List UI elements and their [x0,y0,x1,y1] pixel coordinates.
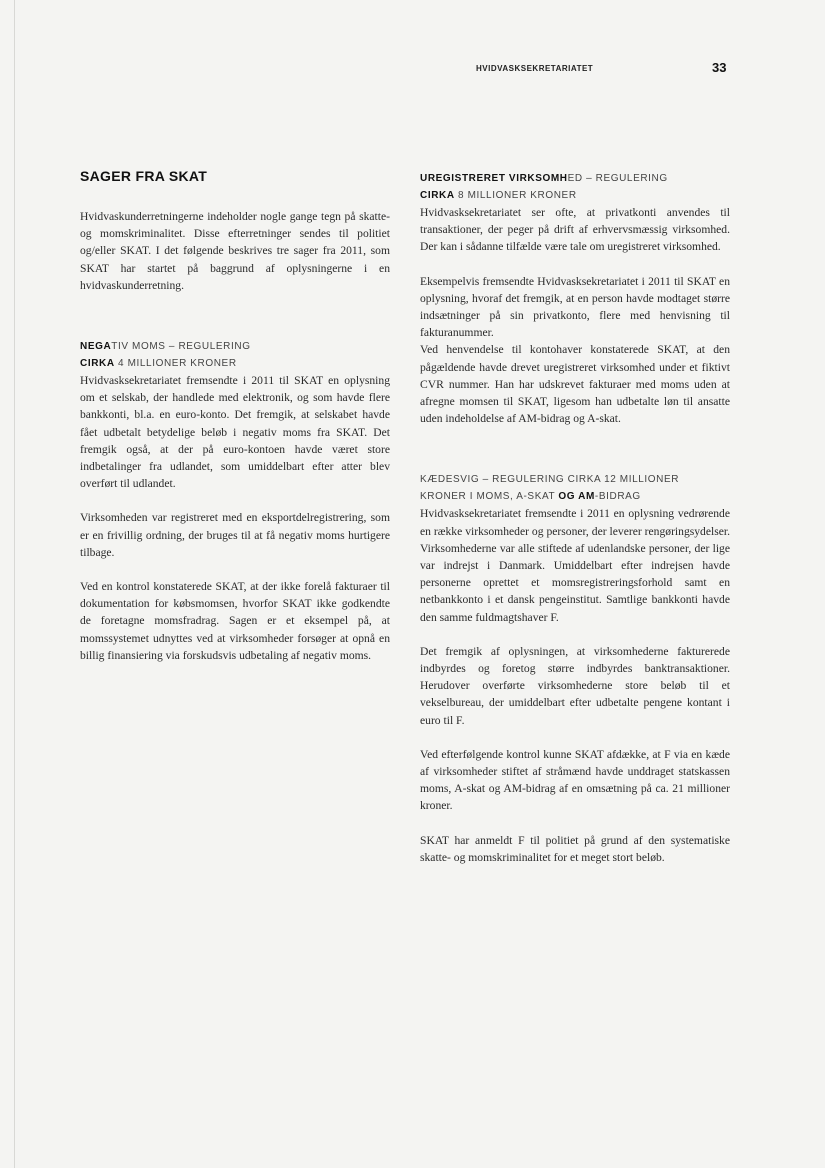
intro-paragraph: Hvidvaskunderretningerne indeholder nogle gange tegn på skatte- og momskriminalitet. Disse efterretninger sendes til politiet og/eller SKAT. I det følgende beskrives tre sager fra 2011, som SKAT har startet på baggrund af oplysningerne i en hvidvaskunderretning. [80,210,390,292]
case-heading-rest: -BIDRAG [594,491,641,503]
case-paragraph: Ved efterfølgende kontrol kunne SKAT afdække, at F via en kæde af virksomheder stiftet af stråmænd havde unddraget statskassen moms, A-skat og AM-bidrag af en omsætning på ca. 21 millioner kroner. [420,747,730,813]
case-heading-rest: TIV MOMS – REGULERING [111,341,251,353]
case-heading-kaedesvig-line2 [420,488,730,505]
case-paragraph: Hvidvasksekretariatet ser ofte, at privatkonti anvendes til transaktioner, der peger på drift af erhvervsmæssig virksomhed. Der kan i sådanne tilfælde være tale om uregistreret virksomhed. [420,206,730,254]
case-subheading-amount [420,187,730,204]
case-paragraph: Ved henvendelse til kontohaver konstaterede SKAT, at den pågældende havde drevet uregistreret virksomhed under et fiktivt CVR nummer. Han har udskrevet fakturaer med moms uden at afregne momsen til SKAT, ligesom han udbetalte løn til ansatte uden indeholdelse af AM-bidrag og A-skat. [420,343,730,426]
right-column [420,170,730,866]
case-heading-kaedesvig: KÆDESVIG – REGULERING CIRKA 12 MILLIONER [420,474,680,486]
case-heading-uregistreret [420,170,730,187]
case-subheading-amount [80,355,390,372]
case-heading-bold: OG AM [558,491,595,503]
case-paragraph: Eksempelvis fremsendte Hvidvasksekretariatet i 2011 til SKAT en oplysning, hvoraf det fremgik, at en person havde modtaget større indsætninger på sin privatkonto, flere med henvisning til fakturanummer. [420,274,730,340]
left-column [80,168,390,664]
case-heading-bold: UREGISTRERET VIRKSOMH [420,173,568,184]
case-subheading-bold: CIRKA [420,190,455,201]
page-number: 33 [712,60,727,75]
case-paragraph: Det fremgik af oplysningen, at virksomhederne fakturerede indbyrdes og foretog større indbyrdes banktransaktioner. Herudover overførte virksomhederne store beløb til et vekselbureau, der umiddelbart efter udbetalte pengene kontant i euro til F. [420,644,730,727]
case-paragraph: SKAT har anmeldt F til politiet på grund af den systematiske skatte- og momskriminalitet for et meget stort beløb. [420,833,730,864]
case-paragraph: Hvidvasksekretariatet fremsendte i 2011 til SKAT en oplysning om et selskab, der handlede med elektronik, og som havde flere bankkonti, bl.a. en euro-konto. Det fremgik, at selskabet havde fået udbetalt betydelige beløb i negativ moms fra SKAT. Det fremgik også, at der på euro-kontoen havde været store indbetalinger fra udlandet, som umiddelbart efter atter blev overført til udlandet. [80,374,390,491]
case-subheading-bold: CIRKA [80,358,115,370]
case-paragraph: Hvidvasksekretariatet fremsendte i 2011 en oplysning vedrørende en række virksomheder og personer, der leverer rengøringsydelser. Virksomhederne var alle stiftede af udenlandske personer, der lige var indrejst i Danmark. Umiddelbart efter indrejsen havde personerne oprettet et momsregistreringsforhold samt en netbankkonto i et dansk pengeinstitut. Samtlige bankkonti havde den samme fuldmagtshaver F. [420,507,730,624]
case-heading-bold: NEGA [80,341,112,353]
case-heading-negativ-moms [80,338,390,355]
running-header: HVIDVASKSEKRETARIATET [476,64,594,73]
page-edge-line [14,0,15,1168]
case-subheading-rest: 4 MILLIONER KRONER [114,358,237,370]
section-title: SAGER FRA SKAT [80,168,208,184]
case-heading-rest: ED – REGULERING [567,173,668,184]
case-subheading-rest: 8 MILLIONER KRONER [454,190,577,201]
case-paragraph: Virksomheden var registreret med en eksportdelregistrering, som er en frivillig ordning, der bruges til at få negativ moms hurtigere tilbage. [80,511,390,559]
case-paragraph: Ved en kontrol konstaterede SKAT, at der ikke forelå fakturaer til dokumentation for købsmomsen, hvorfor SKAT ikke godkendte de foretagne momsfradrag. Sagen er et eksempel på, at momssystemet udnyttes ved at virksomheder forsøger at opnå en billig finansiering via forskudsvis udbetaling af negativ moms. [80,580,390,662]
case-heading-pre: KRONER I MOMS, A-SKAT [420,491,559,503]
